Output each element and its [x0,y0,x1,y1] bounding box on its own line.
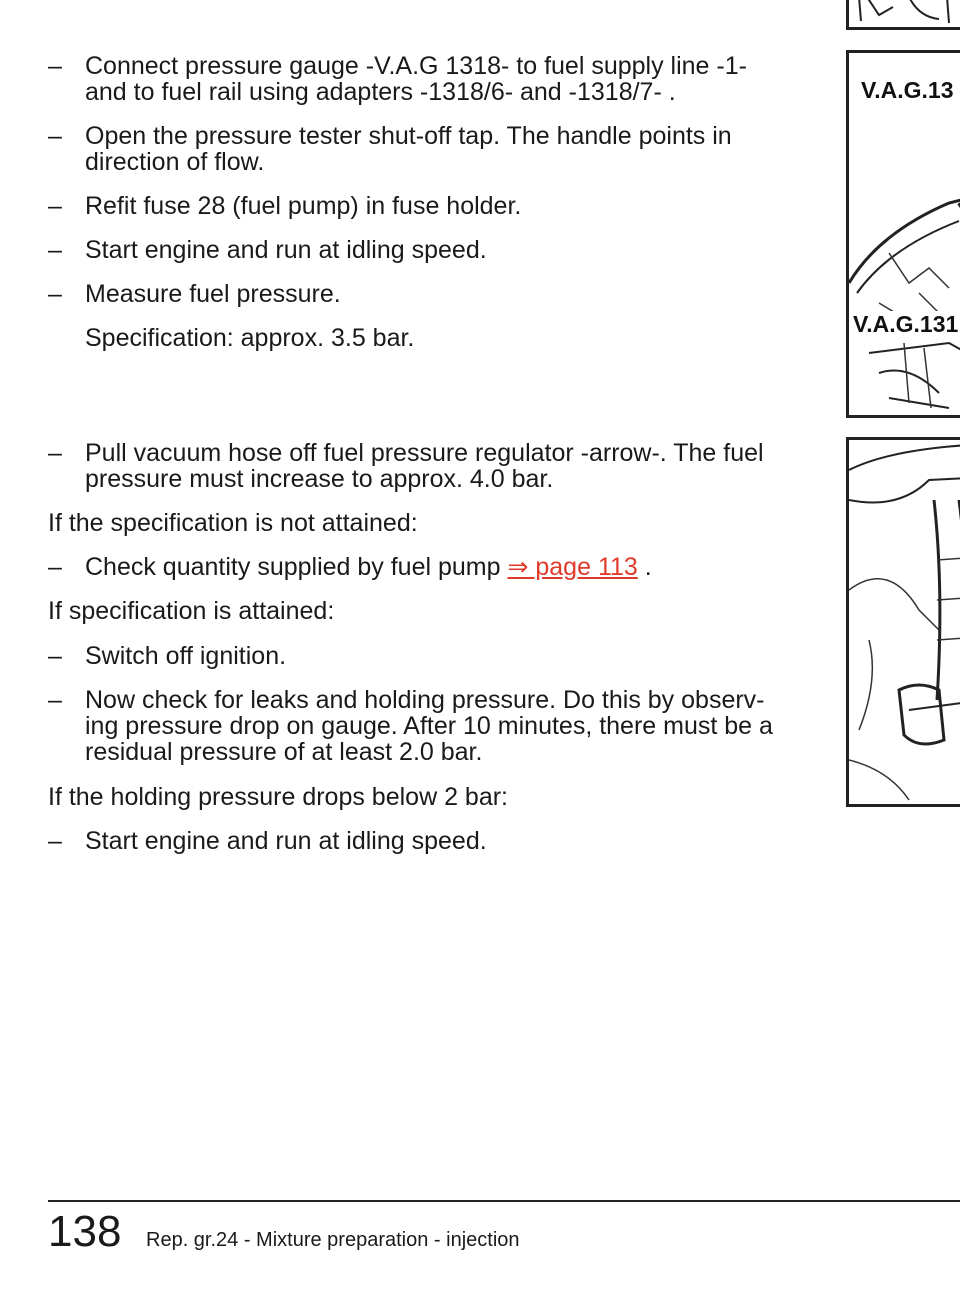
condition-holding-drop: If the holding pressure drops below 2 bar: [48,783,508,811]
step-text: Switch off ignition. [85,642,287,670]
bullet-dash: – [48,553,62,581]
step-text: Connect pressure gauge -V.A.G 1318- to fuel supply line -1- and to fuel rail using adapters -1318/6- and -1318/7- . [85,52,747,106]
figure-hose-drawing [849,440,960,804]
footer-rule [48,1200,960,1202]
condition-attained: If specification is attained: [48,597,335,625]
step-text-before: Check quantity supplied by fuel pump [85,553,501,581]
bullet-dash: – [48,52,62,80]
step-text: Open the pressure tester shut-off tap. The handle points in direction of flow. [85,122,732,176]
figure-gauge-drawing [849,53,960,415]
bullet-dash: – [48,439,62,467]
step-text: Start engine and run at idling speed. [85,236,487,264]
condition-not-attained: If the specification is not attained: [48,509,418,537]
step-text-after: . [637,553,652,581]
page-number: 138 [48,1207,122,1256]
figure-pressure-gauge [846,50,960,418]
figure-vacuum-hose [846,437,960,807]
step-text: Start engine and run at idling speed. [85,827,487,855]
bullet-dash: – [48,236,62,264]
step-text: Refit fuse 28 (fuel pump) in fuse holder. [85,192,522,220]
figure-top-drawing [849,0,960,27]
figure-top-partial [846,0,960,30]
figure-label-top: V.A.G.13 [861,77,954,103]
bullet-dash: – [48,122,62,150]
step-text: Pull vacuum hose off fuel pressure regulator -arrow-. The fuel pressure must increase to approx. 4.0 bar. [85,439,764,493]
step-text [85,554,795,580]
step-text: Now check for leaks and holding pressure. Do this by observ-ing pressure drop on gauge. After 10 minutes, there must be a residual pressure of at least 2.0 bar. [85,686,773,766]
specification-text: Specification: approx. 3.5 bar. [85,324,415,352]
step-text: Measure fuel pressure. [85,280,341,308]
bullet-dash: – [48,280,62,308]
bullet-dash: – [48,642,62,670]
bullet-dash: – [48,192,62,220]
bullet-dash: – [48,827,62,855]
footer-section-title: Rep. gr.24 - Mixture preparation - injection [146,1229,520,1251]
page-113-link[interactable]: ⇒ page 113 [507,553,638,581]
figure-label-bottom: V.A.G.131 [853,311,959,337]
bullet-dash: – [48,686,62,714]
